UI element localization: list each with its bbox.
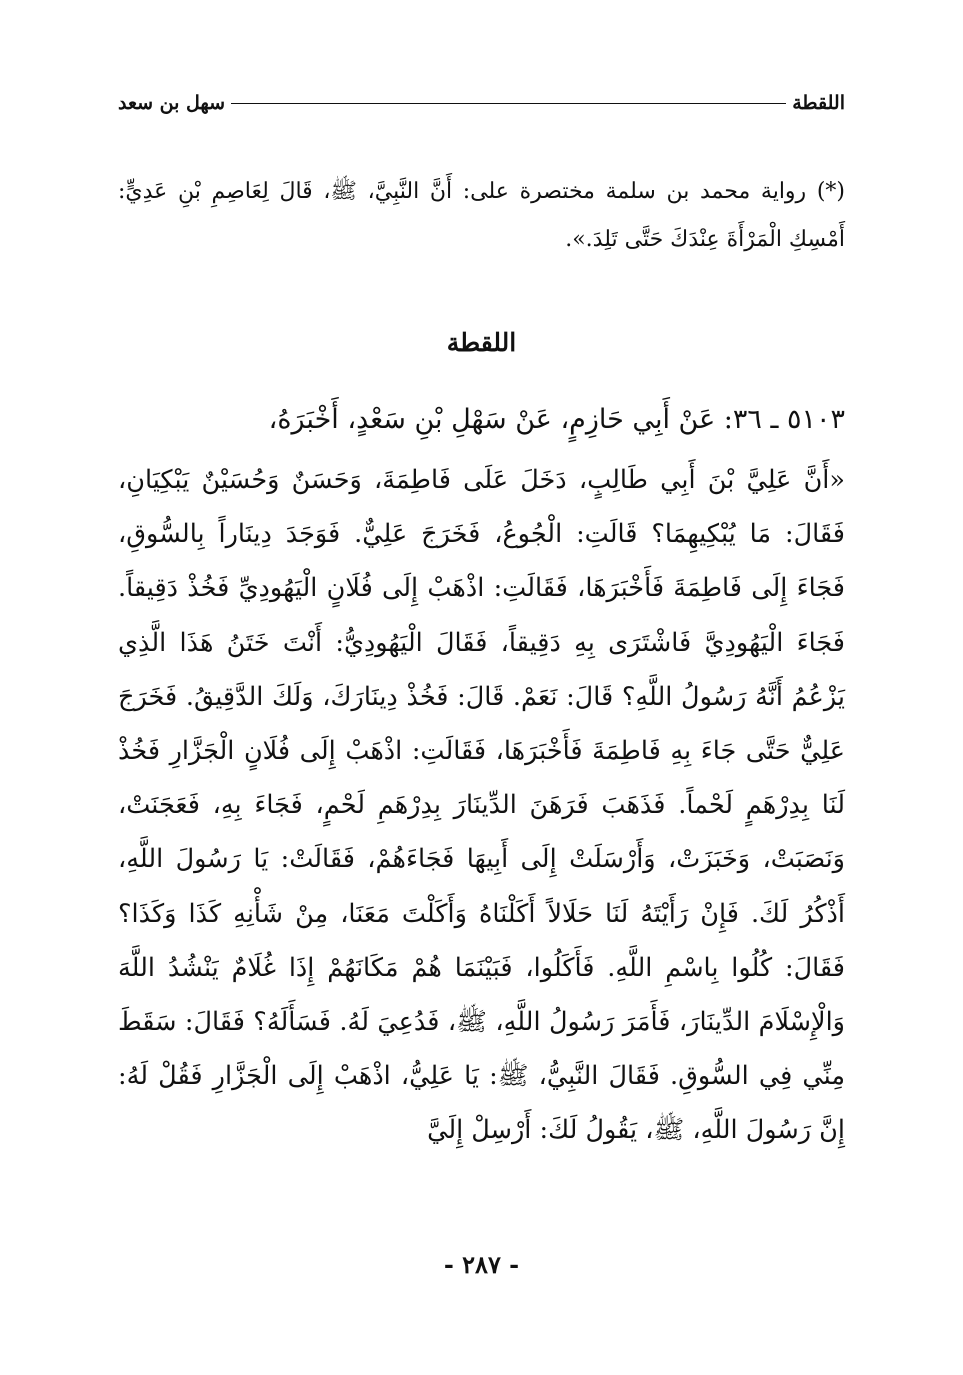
page-number: - ٢٨٧ -	[443, 1250, 520, 1279]
section-title: اللقطة	[446, 328, 517, 357]
footnote-text: (*) رواية محمد بن سلمة مختصرة على: أَنَّ النَّبِيَّ، ﷺ، قَالَ لِعَاصِمِ بْنِ عَدِيٍّ: أَمْسِكِ الْمَرْأَةَ عِنْدَكَ حَتَّى تَلِدَ.».	[118, 179, 845, 252]
header-chapter-title: اللقطة	[792, 92, 845, 114]
header-narrator-title: سهل بن سعد	[118, 92, 226, 114]
hadith-text: «أَنَّ عَلِيَّ بْنَ أَبِي طَالِبٍ، دَخَلَ عَلَى فَاطِمَةَ، وَحَسَنٌ وَحُسَيْنٌ يَبْكِيَانِ، فَقَالَ: مَا يُبْكِيهِمَا؟ قَالَتِ: الْجُوعُ، فَخَرَجَ عَلِيٌّ. فَوَجَدَ دِينَاراً بِالسُّوقِ، فَجَاءَ إِلَى فَاطِمَةَ فَأَخْبَرَهَا، فَقَالَتِ: اذْهَبْ إِلَى فُلَانٍ الْيَهُودِيِّ فَخُذْ دَقِيقاً. فَجَاءَ الْيَهُودِيَّ فَاشْتَرَى بِهِ دَقِيقاً، فَقَالَ الْيَهُودِيُّ: أَنْتَ خَتَنُ هَذَا الَّذِي يَزْعُمُ أَنَّهُ رَسُولُ اللَّهِ؟ قَالَ: نَعَمْ. قَالَ: فَخُذْ دِينَارَكَ، وَلَكَ الدَّقِيقُ. فَخَرَجَ عَلِيٌّ حَتَّى جَاءَ بِهِ فَاطِمَةَ فَأَخْبَرَهَا، فَقَالَتِ: اذْهَبْ إِلَى فُلَانٍ الْجَزَّارِ فَخُذْ لَنَا بِدِرْهَمٍ لَحْماً. فَذَهَبَ فَرَهَنَ الدِّينَارَ بِدِرْهَمِ لَحْمٍ، فَجَاءَ بِهِ، فَعَجَنَتْ، وَنَصَبَتْ، وَخَبَزَتْ، وَأَرْسَلَتْ إِلَى أَبِيهَا فَجَاءَهُمْ، فَقَالَتْ: يَا رَسُولَ اللَّهِ، أَذْكُرُ لَكَ. فَإِنْ رَأَيْتَهُ لَنَا حَلَالاً أَكَلْنَاهُ وَأَكَلْتَ مَعَنَا، مِنْ شَأْنِهِ كَذَا وَكَذَا؟ فَقَالَ: كُلُوا بِاسْمِ اللَّهِ. فَأَكَلُوا، فَبَيْنَمَا هُمْ مَكَانَهُمْ إِذَا غُلَامٌ يَنْشُدُ اللَّهَ وَالْإِسْلَامَ الدِّينَارَ، فَأَمَرَ رَسُولُ اللَّهِ، ﷺ، فَدُعِيَ لَهُ. فَسَأَلَهُ؟ فَقَالَ: سَقَطَ مِنِّي فِي السُّوقِ. فَقَالَ النَّبِيُّ، ﷺ: يَا عَلِيُّ، اذْهَبْ إِلَى الْجَزَّارِ فَقُلْ لَهُ: إِنَّ رَسُولَ اللَّهِ، ﷺ، يَقُولُ لَكَ: أَرْسِلْ إِلَيَّ	[118, 465, 845, 1146]
header-rule	[231, 103, 786, 104]
running-header	[118, 88, 845, 118]
hadith-heading: ٥١٠٣ ـ ٣٦: عَنْ أَبِي حَازِمٍ، عَنْ سَهْلِ بْنِ سَعْدٍ، أَخْبَرَهُ،	[268, 404, 845, 435]
